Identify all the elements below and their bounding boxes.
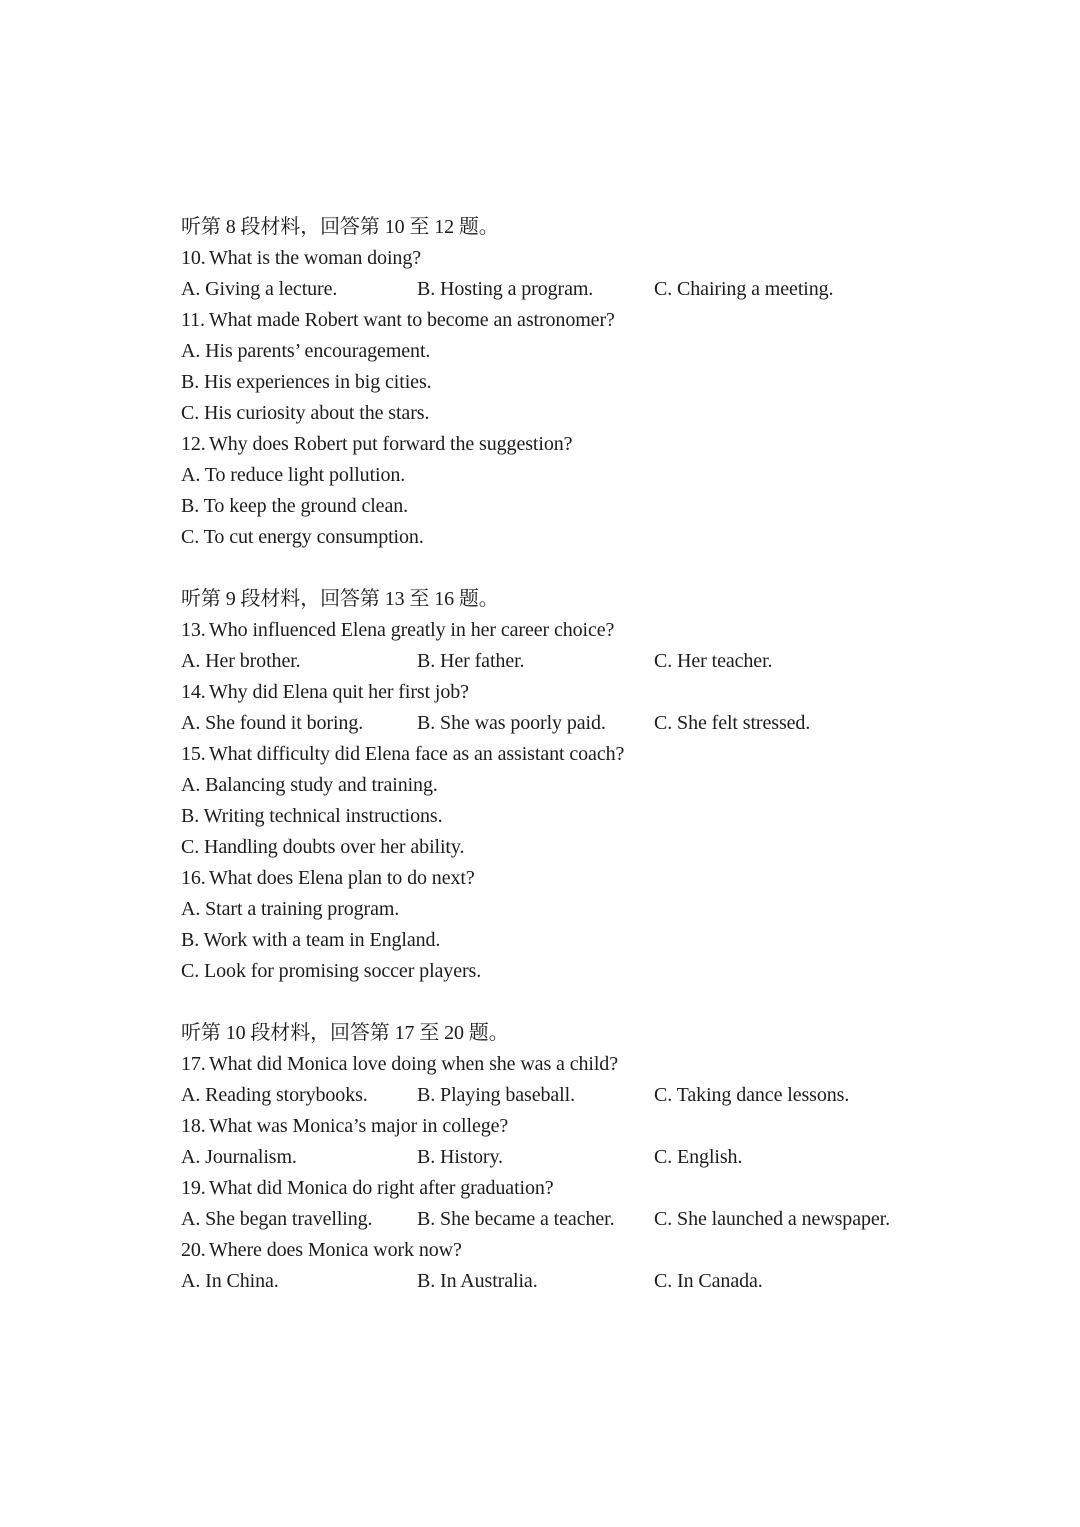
question-text: What was Monica’s major in college? — [209, 1115, 509, 1137]
question-list — [181, 243, 1020, 553]
options-list — [181, 1142, 1020, 1173]
option-line: B. To keep the ground clean. — [181, 495, 409, 517]
option-line: A. His parents’ encouragement. — [181, 340, 431, 362]
question-number: 15. — [181, 743, 206, 765]
question-line — [181, 243, 1020, 274]
question-line — [181, 863, 1020, 894]
option-line: C. Handling doubts over her ability. — [181, 836, 465, 858]
question-list — [181, 615, 1020, 987]
question-text: What does Elena plan to do next? — [209, 867, 475, 889]
option-b: B. She was poorly paid. — [417, 712, 606, 734]
question-text: What difficulty did Elena face as an assistant coach? — [209, 743, 625, 765]
options-row — [181, 1204, 1020, 1235]
options-list — [181, 1266, 1020, 1297]
options-row — [181, 1266, 1020, 1297]
question-text: What did Monica love doing when she was a child? — [209, 1053, 618, 1075]
question-line — [181, 739, 1020, 770]
option-a: A. Her brother. — [181, 650, 301, 672]
option-a: A. Reading storybooks. — [181, 1084, 368, 1106]
section-instruction: 听第 9 段材料，回答第 13 至 16 题。 — [181, 588, 499, 610]
option-c: C. Taking dance lessons. — [654, 1084, 850, 1106]
question-block — [181, 1111, 1020, 1173]
question-block — [181, 429, 1020, 553]
question-text: Where does Monica work now? — [209, 1239, 462, 1261]
question-number: 11. — [181, 309, 205, 331]
question-block — [181, 1049, 1020, 1111]
question-text: Who influenced Elena greatly in her career choice? — [209, 619, 615, 641]
option-c: C. English. — [654, 1146, 743, 1168]
options-list — [181, 460, 1020, 553]
question-number: 17. — [181, 1053, 206, 1075]
question-block — [181, 1235, 1020, 1297]
option-c: C. In Canada. — [654, 1270, 763, 1292]
question-number: 14. — [181, 681, 206, 703]
question-line — [181, 429, 1020, 460]
option-a: A. She found it boring. — [181, 712, 364, 734]
option-c: C. She launched a newspaper. — [654, 1208, 891, 1230]
option-line: C. To cut energy consumption. — [181, 526, 424, 548]
question-text: What did Monica do right after graduation? — [209, 1177, 554, 1199]
question-text: Why does Robert put forward the suggestion? — [209, 433, 573, 455]
option-b: B. Playing baseball. — [417, 1084, 575, 1106]
options-list — [181, 274, 1020, 305]
question-block — [181, 243, 1020, 305]
section-instruction: 听第 10 段材料，回答第 17 至 20 题。 — [181, 1022, 509, 1044]
question-block — [181, 305, 1020, 429]
options-row — [181, 646, 1020, 677]
option-c: C. She felt stressed. — [654, 712, 811, 734]
question-block — [181, 863, 1020, 987]
option-b: B. Her father. — [417, 650, 525, 672]
question-list — [181, 1049, 1020, 1297]
option-b: B. She became a teacher. — [417, 1208, 615, 1230]
material-section — [181, 584, 1020, 987]
question-line — [181, 305, 1020, 336]
options-list — [181, 646, 1020, 677]
question-number: 18. — [181, 1115, 206, 1137]
option-b: B. History. — [417, 1146, 503, 1168]
question-text: What is the woman doing? — [209, 247, 421, 269]
option-line: B. Work with a team in England. — [181, 929, 441, 951]
question-line — [181, 1235, 1020, 1266]
question-block — [181, 615, 1020, 677]
option-line: A. To reduce light pollution. — [181, 464, 406, 486]
material-section — [181, 1018, 1020, 1297]
option-line: C. Look for promising soccer players. — [181, 960, 482, 982]
option-line: B. Writing technical instructions. — [181, 805, 443, 827]
question-line — [181, 615, 1020, 646]
options-list — [181, 1080, 1020, 1111]
options-row — [181, 274, 1020, 305]
question-block — [181, 1173, 1020, 1235]
options-row — [181, 708, 1020, 739]
question-line — [181, 1173, 1020, 1204]
option-line: C. His curiosity about the stars. — [181, 402, 430, 424]
question-line — [181, 1111, 1020, 1142]
option-b: B. Hosting a program. — [417, 278, 594, 300]
options-row — [181, 1080, 1020, 1111]
question-number: 16. — [181, 867, 206, 889]
option-line: A. Balancing study and training. — [181, 774, 438, 796]
option-a: A. Journalism. — [181, 1146, 297, 1168]
question-line — [181, 1049, 1020, 1080]
question-number: 19. — [181, 1177, 206, 1199]
question-number: 20. — [181, 1239, 206, 1261]
option-a: A. In China. — [181, 1270, 279, 1292]
options-list — [181, 708, 1020, 739]
options-row — [181, 1142, 1020, 1173]
question-line — [181, 677, 1020, 708]
option-line: B. His experiences in big cities. — [181, 371, 432, 393]
options-list — [181, 894, 1020, 987]
option-line: A. Start a training program. — [181, 898, 400, 920]
question-text: Why did Elena quit her first job? — [209, 681, 469, 703]
option-c: C. Chairing a meeting. — [654, 278, 834, 300]
options-list — [181, 1204, 1020, 1235]
section-instruction: 听第 8 段材料，回答第 10 至 12 题。 — [181, 216, 499, 238]
material-section — [181, 212, 1020, 553]
question-number: 12. — [181, 433, 206, 455]
option-b: B. In Australia. — [417, 1270, 538, 1292]
options-list — [181, 770, 1020, 863]
options-list — [181, 336, 1020, 429]
question-number: 10. — [181, 247, 206, 269]
question-block — [181, 739, 1020, 863]
option-a: A. Giving a lecture. — [181, 278, 338, 300]
question-text: What made Robert want to become an astronomer? — [209, 309, 615, 331]
question-number: 13. — [181, 619, 206, 641]
question-block — [181, 677, 1020, 739]
option-c: C. Her teacher. — [654, 650, 773, 672]
option-a: A. She began travelling. — [181, 1208, 373, 1230]
